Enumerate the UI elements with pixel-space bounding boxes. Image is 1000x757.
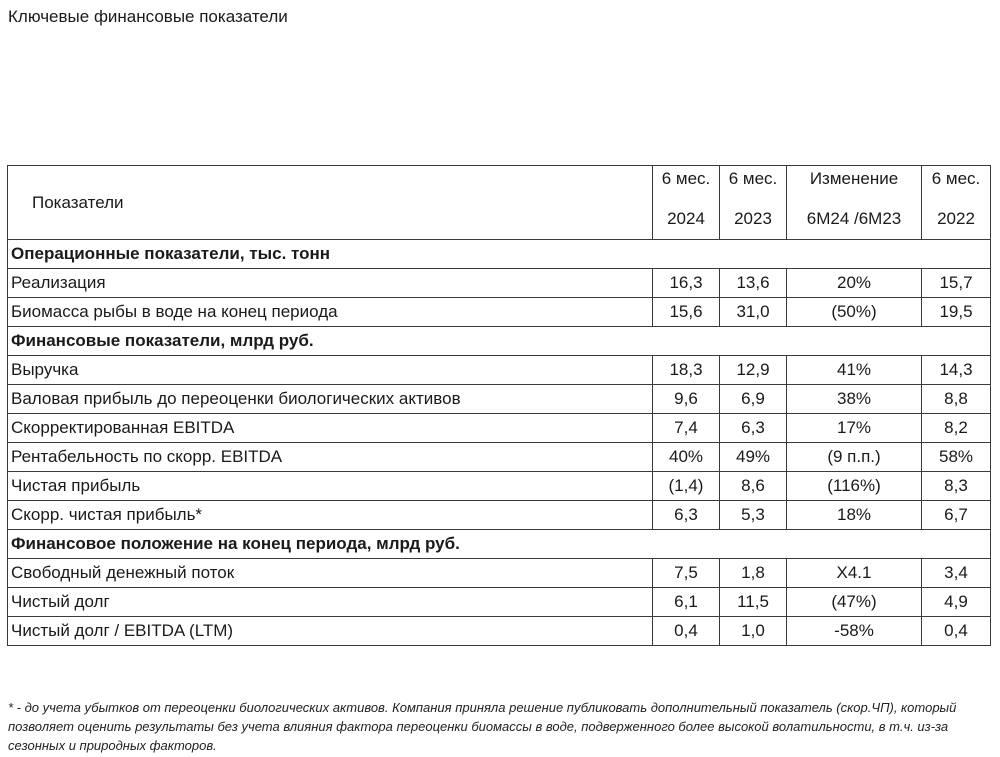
- header-6m-2022-year: 2022: [937, 209, 975, 228]
- cell-6m-2022: 8,3: [922, 472, 991, 501]
- cell-6m-2024: 18,3: [653, 356, 720, 385]
- cell-6m-2022: 0,4: [922, 617, 991, 646]
- cell-change: 18%: [787, 501, 922, 530]
- cell-6m-2024: 0,4: [653, 617, 720, 646]
- header-6m-2023: [720, 166, 787, 240]
- row-label: Скорректированная EBITDA: [8, 414, 653, 443]
- row-label: Валовая прибыль до переоценки биологических активов: [8, 385, 653, 414]
- header-6m-2022: [922, 166, 991, 240]
- cell-change: -58%: [787, 617, 922, 646]
- cell-6m-2023: 6,9: [720, 385, 787, 414]
- header-indicators: Показатели: [8, 166, 653, 240]
- cell-6m-2023: 1,0: [720, 617, 787, 646]
- table-row: [8, 617, 991, 646]
- table-body: [8, 240, 991, 646]
- cell-6m-2022: 8,2: [922, 414, 991, 443]
- row-label: Чистый долг / EBITDA (LTM): [8, 617, 653, 646]
- cell-6m-2024: 6,3: [653, 501, 720, 530]
- cell-6m-2024: 15,6: [653, 298, 720, 327]
- table-row: [8, 414, 991, 443]
- header-6m-2022-period: 6 мес.: [931, 169, 981, 188]
- cell-6m-2024: 7,5: [653, 559, 720, 588]
- cell-6m-2022: 8,8: [922, 385, 991, 414]
- row-label: Чистая прибыль: [8, 472, 653, 501]
- cell-6m-2023: 11,5: [720, 588, 787, 617]
- cell-6m-2022: 58%: [922, 443, 991, 472]
- cell-6m-2023: 31,0: [720, 298, 787, 327]
- cell-6m-2023: 1,8: [720, 559, 787, 588]
- table-header-row: [8, 166, 991, 240]
- cell-change: 38%: [787, 385, 922, 414]
- section-title: Финансовые показатели, млрд руб.: [8, 327, 991, 356]
- cell-6m-2022: 14,3: [922, 356, 991, 385]
- cell-6m-2023: 6,3: [720, 414, 787, 443]
- table-section-row: [8, 327, 991, 356]
- header-6m-2024: [653, 166, 720, 240]
- cell-6m-2024: 9,6: [653, 385, 720, 414]
- cell-6m-2023: 49%: [720, 443, 787, 472]
- header-6m-2023-period: 6 мес.: [728, 169, 778, 188]
- header-6m-2024-year: 2024: [667, 209, 705, 228]
- cell-change: (50%): [787, 298, 922, 327]
- cell-6m-2024: 6,1: [653, 588, 720, 617]
- header-6m-2024-period: 6 мес.: [661, 169, 711, 188]
- cell-change: 20%: [787, 269, 922, 298]
- table-section-row: [8, 530, 991, 559]
- table-row: [8, 385, 991, 414]
- table-row: [8, 588, 991, 617]
- cell-6m-2024: (1,4): [653, 472, 720, 501]
- cell-6m-2022: 15,7: [922, 269, 991, 298]
- cell-change: 41%: [787, 356, 922, 385]
- cell-6m-2022: 6,7: [922, 501, 991, 530]
- section-title: Операционные показатели, тыс. тонн: [8, 240, 991, 269]
- row-label: Свободный денежный поток: [8, 559, 653, 588]
- cell-change: (9 п.п.): [787, 443, 922, 472]
- cell-6m-2022: 3,4: [922, 559, 991, 588]
- table-row: [8, 501, 991, 530]
- header-change-title: Изменение: [809, 169, 899, 188]
- row-label: Выручка: [8, 356, 653, 385]
- cell-6m-2023: 13,6: [720, 269, 787, 298]
- row-label: Биомасса рыбы в воде на конец периода: [8, 298, 653, 327]
- cell-change: X4.1: [787, 559, 922, 588]
- cell-change: (47%): [787, 588, 922, 617]
- header-change-period: 6М24 /6М23: [806, 209, 902, 228]
- table-row: [8, 269, 991, 298]
- cell-6m-2023: 5,3: [720, 501, 787, 530]
- row-label: Реализация: [8, 269, 653, 298]
- cell-change: (116%): [787, 472, 922, 501]
- table-row: [8, 298, 991, 327]
- page-title: Ключевые финансовые показатели: [8, 7, 288, 26]
- header-change: [787, 166, 922, 240]
- header-6m-2023-year: 2023: [734, 209, 772, 228]
- section-title: Финансовое положение на конец периода, млрд руб.: [8, 530, 991, 559]
- cell-6m-2024: 40%: [653, 443, 720, 472]
- cell-6m-2023: 8,6: [720, 472, 787, 501]
- cell-change: 17%: [787, 414, 922, 443]
- row-label: Рентабельность по скорр. EBITDA: [8, 443, 653, 472]
- table-row: [8, 356, 991, 385]
- cell-6m-2024: 7,4: [653, 414, 720, 443]
- cell-6m-2024: 16,3: [653, 269, 720, 298]
- table-row: [8, 443, 991, 472]
- cell-6m-2022: 4,9: [922, 588, 991, 617]
- footnote: * - до учета убытков от переоценки биологических активов. Компания приняла решение публиковать дополнительный показатель (скор.ЧП), который позволяет оценить результаты без учета влияния фактора переоценки биомассы в воде, подверженного более высокой волатильности, в т.ч. из-за сезонных и природных факторов.: [8, 700, 957, 753]
- financial-indicators-table: [7, 165, 991, 646]
- cell-6m-2023: 12,9: [720, 356, 787, 385]
- cell-6m-2022: 19,5: [922, 298, 991, 327]
- table-section-row: [8, 240, 991, 269]
- table-row: [8, 472, 991, 501]
- row-label: Чистый долг: [8, 588, 653, 617]
- table-row: [8, 559, 991, 588]
- row-label: Скорр. чистая прибыль*: [8, 501, 653, 530]
